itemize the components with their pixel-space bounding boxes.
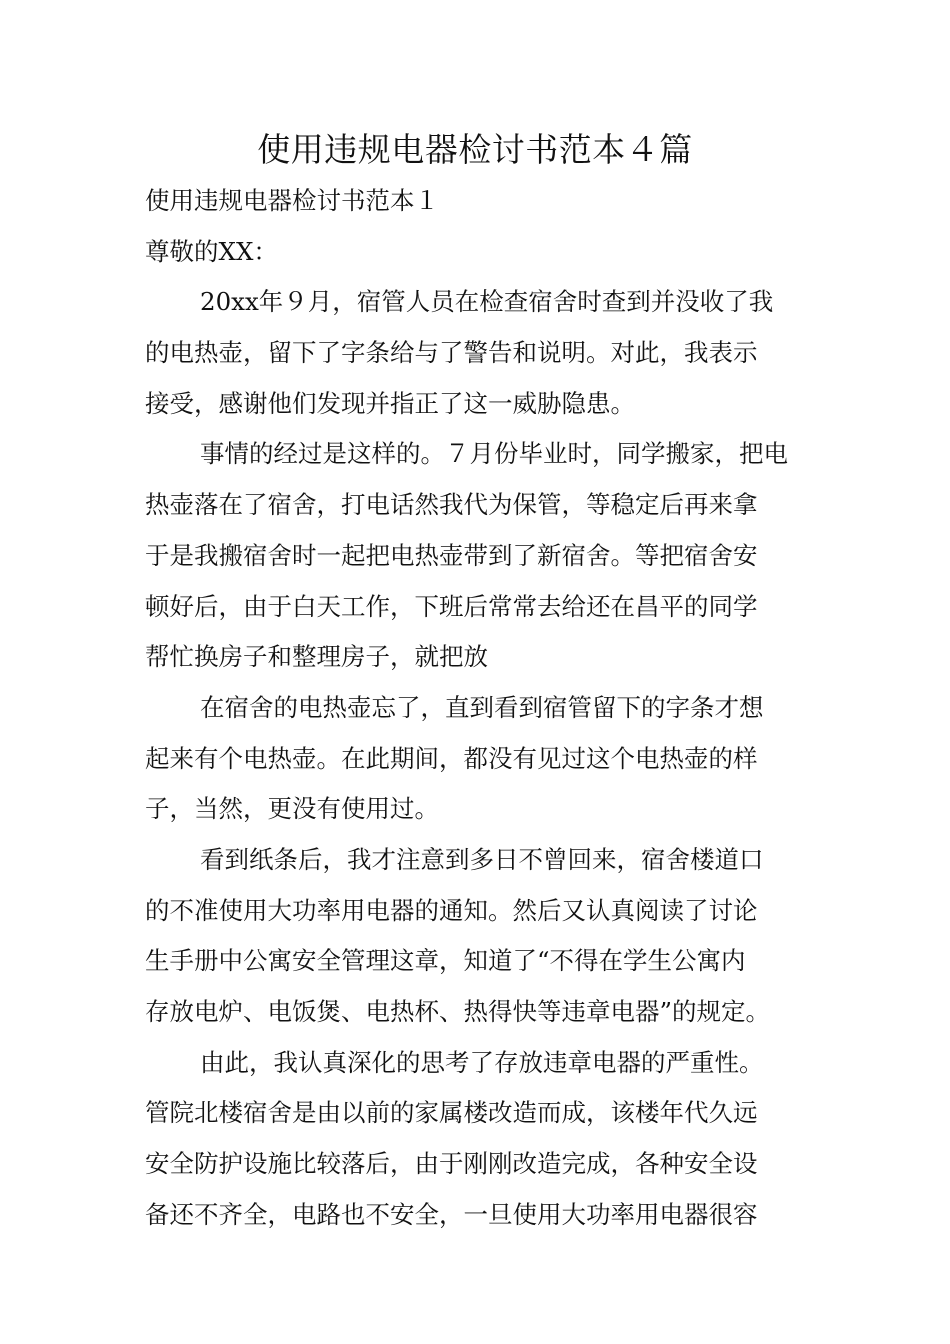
body-line: 生手册中公寓安全管理这章，知道了“不得在学生公寓内: [145, 946, 746, 976]
body-line: 的电热壶，留下了字条给与了警告和说明。对此，我表示: [145, 338, 758, 368]
body-line: 备还不齐全，电路也不安全，一旦使用大功率用电器很容: [145, 1199, 758, 1229]
body-line: 尊敬的XX：: [145, 236, 278, 266]
body-line: 管院北楼宿舍是由以前的家属楼改造而成，该楼年代久远: [145, 1098, 758, 1128]
body-line: 在宿舍的电热壶忘了，直到看到宿管留下的字条才想: [200, 692, 764, 722]
body-line: 使用违规电器检讨书范本１: [145, 186, 439, 215]
body-line: 帮忙换房子和整理房子，就把放: [145, 642, 488, 672]
body-line: 热壶落在了宿舍，打电话然我代为保管，等稳定后再来拿: [145, 490, 758, 520]
body-line: 安全防护设施比较落后，由于刚刚改造完成，各种安全设: [145, 1149, 758, 1179]
body-line: 事情的经过是这样的。７月份毕业时，同学搬家，把电: [200, 439, 788, 469]
body-line: 看到纸条后，我才注意到多日不曾回来，宿舍楼道口: [200, 844, 764, 874]
body-line: 存放电炉、电饭煲、电热杯、热得快等违章电器”的规定。: [145, 997, 771, 1026]
body-line: 起来有个电热壶。在此期间，都没有见过这个电热壶的样: [145, 743, 758, 773]
body-line: 接受，感谢他们发现并指正了这一威胁隐患。: [145, 388, 635, 418]
body-line: 于是我搬宿舍时一起把电热壶带到了新宿舍。等把宿舍安: [145, 540, 758, 570]
body-line: 的不准使用大功率用电器的通知。然后又认真阅读了讨论: [145, 895, 758, 925]
document-title: 使用违规电器检讨书范本４篇: [257, 130, 693, 169]
body-line: 20xx年９月，宿管人员在检查宿舍时查到并没收了我: [200, 287, 774, 317]
body-line: 子，当然，更没有使用过。: [145, 794, 439, 824]
body-line: 由此，我认真深化的思考了存放违章电器的严重性。: [200, 1047, 764, 1077]
document-body: [145, 176, 807, 1240]
body-line: 顿好后，由于白天工作，下班后常常去给还在昌平的同学: [145, 591, 758, 621]
